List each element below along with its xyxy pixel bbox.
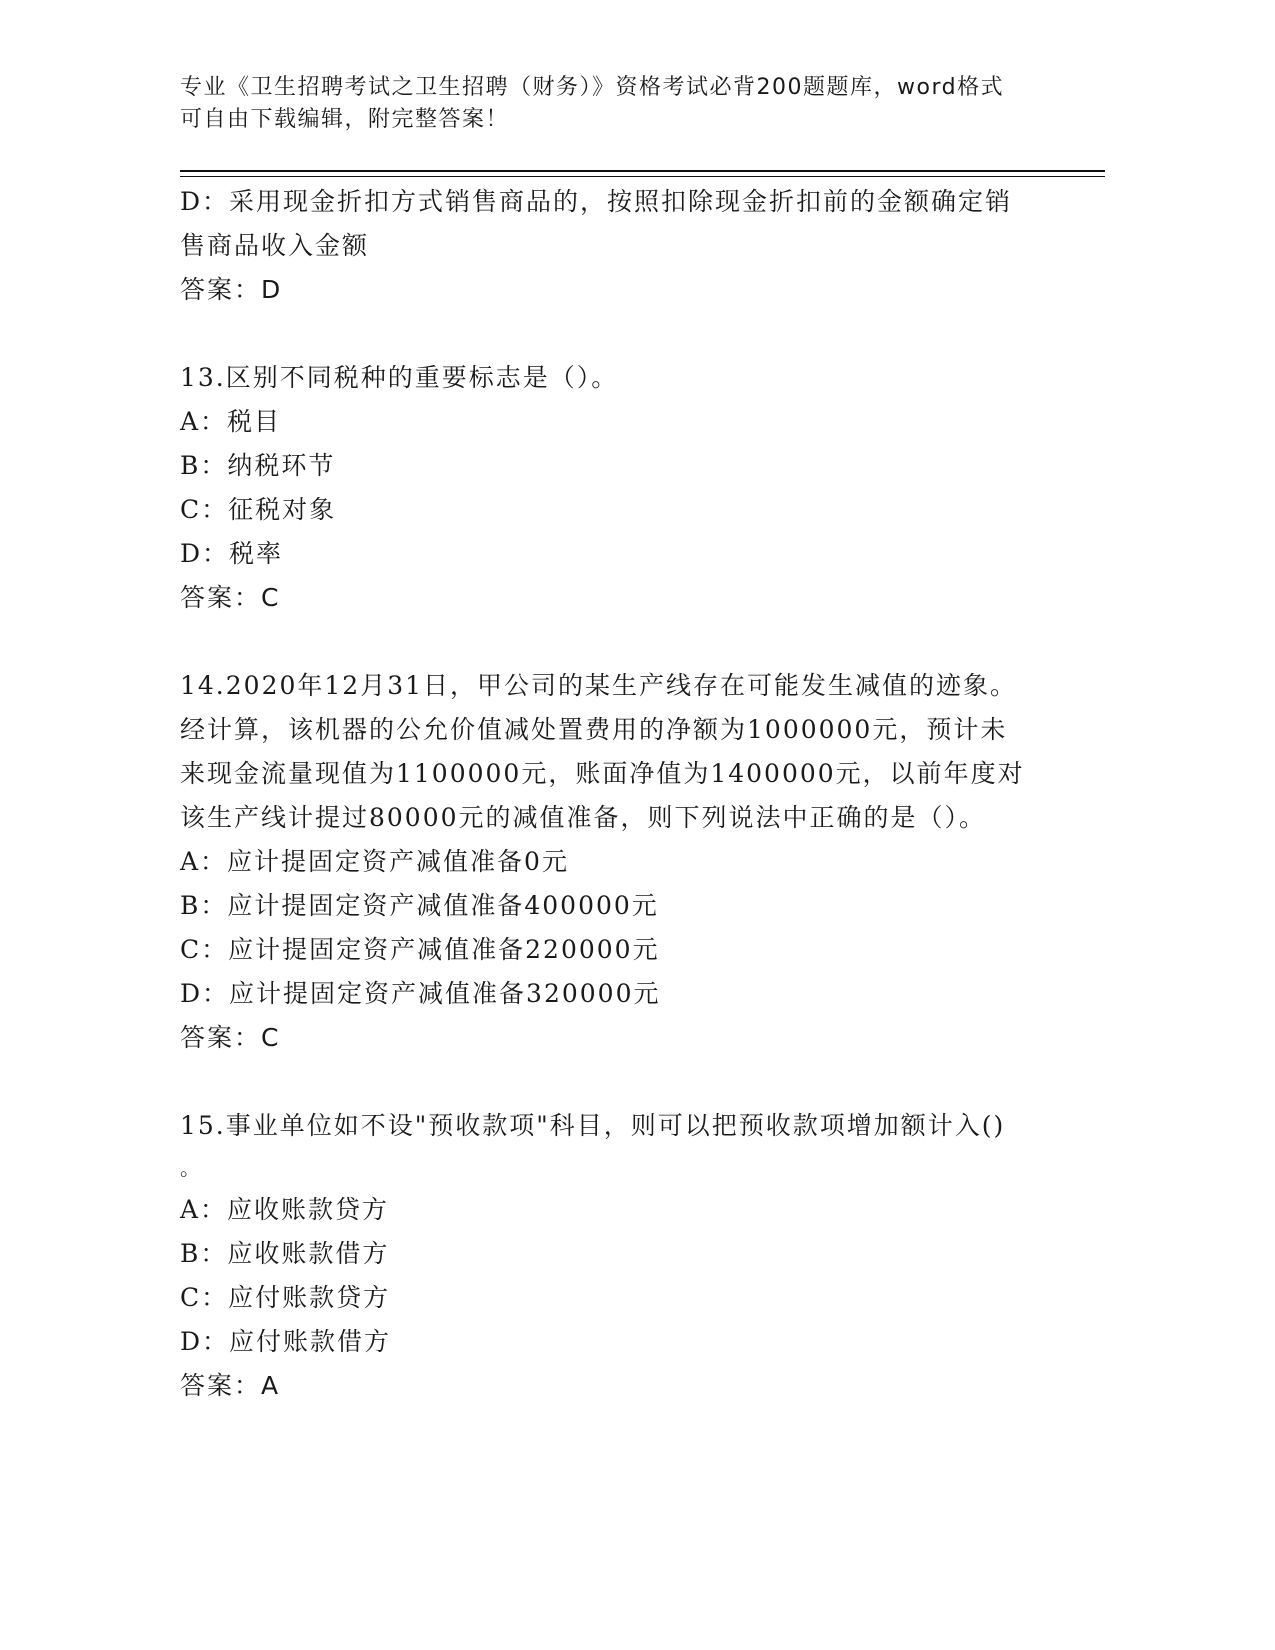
option-c: C：征税对象 — [180, 495, 337, 524]
option-b: B：纳税环节 — [180, 451, 336, 480]
spacer — [180, 1060, 1060, 1104]
header-divider-thick — [180, 170, 1105, 172]
answer: 答案：C — [180, 583, 281, 612]
option-c: C：应付账款贷方 — [180, 1283, 391, 1312]
header-divider-thin — [180, 176, 1105, 177]
answer: 答案：D — [180, 275, 283, 304]
option-b: B：应计提固定资产减值准备400000元 — [180, 891, 659, 920]
question-stem-line-2: 。 — [180, 1156, 202, 1180]
option-d: D：采用现金折扣方式销售商品的，按照扣除现金折扣前的金额确定销 — [180, 187, 1013, 216]
option-d: D：税率 — [180, 539, 284, 568]
option-b: B：应收账款借方 — [180, 1239, 390, 1268]
document-header — [180, 72, 1050, 136]
answer: 答案：C — [180, 1023, 281, 1052]
option-d-continued: 售商品收入金额 — [180, 231, 370, 260]
header-title-line-1: 专业《卫生招聘考试之卫生招聘（财务）》资格考试必背200题题库，word格式 — [180, 75, 1005, 100]
option-a: A：税目 — [180, 407, 282, 436]
question-stem-line-1: 15.事业单位如不设"预收款项"科目，则可以把预收款项增加额计入() — [180, 1111, 1006, 1140]
option-a: A：应计提固定资产减值准备0元 — [180, 847, 569, 876]
question-stem: 13.区别不同税种的重要标志是（）。 — [180, 363, 619, 392]
spacer — [180, 620, 1060, 664]
question-13 — [180, 356, 1060, 620]
spacer — [180, 312, 1060, 356]
question-14 — [180, 664, 1060, 1060]
option-d: D：应计提固定资产减值准备320000元 — [180, 979, 661, 1008]
question-stem-line-2: 经计算，该机器的公允价值减处置费用的净额为1000000元，预计未 — [180, 715, 1008, 744]
question-15 — [180, 1104, 1060, 1408]
question-12-tail — [180, 180, 1060, 312]
option-c: C：应计提固定资产减值准备220000元 — [180, 935, 660, 964]
answer: 答案：A — [180, 1371, 281, 1400]
header-title-line-2: 可自由下载编辑，附完整答案！ — [180, 107, 510, 132]
question-stem-line-1: 14.2020年12月31日，甲公司的某生产线存在可能发生减值的迹象。 — [180, 671, 1018, 700]
question-stem-line-4: 该生产线计提过80000元的减值准备，则下列说法中正确的是（）。 — [180, 803, 987, 832]
question-stem-line-3: 来现金流量现值为1100000元，账面净值为1400000元，以前年度对 — [180, 759, 1025, 788]
question-content — [180, 180, 1060, 1408]
option-d: D：应付账款借方 — [180, 1327, 392, 1356]
option-a: A：应收账款贷方 — [180, 1195, 390, 1224]
